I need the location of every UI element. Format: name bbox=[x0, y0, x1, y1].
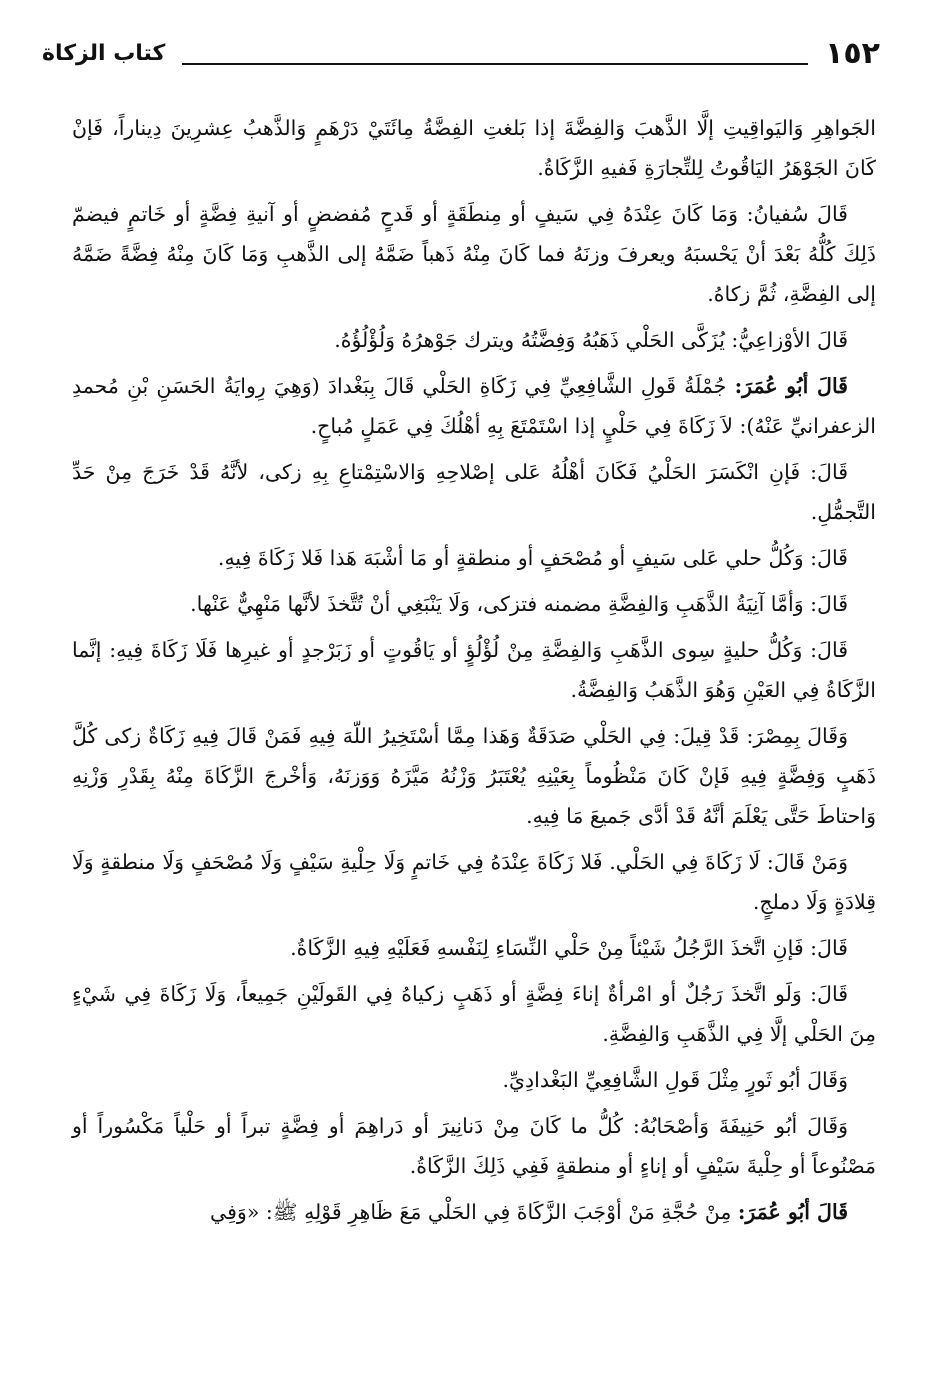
paragraph bbox=[72, 630, 876, 710]
header-rule bbox=[182, 63, 808, 65]
paragraph bbox=[72, 842, 876, 922]
paragraph bbox=[72, 194, 876, 314]
speaker-label: قَالَ أبُو عُمَرَ: bbox=[734, 374, 848, 398]
paragraph-text: وَمَنْ قَالَ: لَا زَكَاةَ فِي الحَلْي. فَلا زَكَاةَ عِنْدَهُ فِي خَاتمٍ وَلَا حِلْيةِ سَيْفٍ وَلَا مُصْحَفٍ وَلَا منطقةٍ وَلَا قِلادَةٍ وَلَا دملجٍ. bbox=[72, 850, 876, 914]
paragraph bbox=[72, 108, 876, 188]
paragraph bbox=[72, 1106, 876, 1186]
paragraph-text: قَالَ: فَإنِ انْكَسَرَ الحَلْيُ فَكَانَ أهْلُهُ عَلى إصْلاحِهِ وَالاسْتِمْتاعِ بِهِ زكى، لأنَّهُ قَدْ خَرَجَ مِنْ حَدِّ التَّجمُّلِ. bbox=[72, 460, 876, 524]
paragraph-text: قَالَ: وَكُلُّ حليةٍ سِوى الذَّهَبِ وَالفِضَّةِ مِنْ لُؤْلُؤٍ أو يَاقُوتٍ أو زَبَرْجدٍ أو غيرِها فَلَا زَكَاةَ فِيهِ: إنَّما الزَّكَاةُ فِي العَيْنِ وَهُوَ الذَّهَبُ وَالفِضَّةُ. bbox=[72, 638, 876, 702]
paragraph-text: قَالَ: وَكُلُّ حلي عَلى سَيفٍ أو مُصْحَفٍ أو منطقةٍ أو مَا أشْبَهَ هَذا فَلا زَكَاةَ فِيهِ. bbox=[217, 546, 848, 570]
paragraph-text: قَالَ: وَأمَّا آنِيَةُ الذَّهَبِ وَالفِضَّةِ مضمنه فتزكى، وَلَا يَنْبَغِي أنْ تُتَّخذَ لأنَّها مَنْهِيٌّ عَنْها. bbox=[190, 592, 848, 616]
paragraph bbox=[72, 452, 876, 532]
paragraph bbox=[72, 584, 876, 624]
paragraph bbox=[72, 716, 876, 836]
paragraph bbox=[72, 1060, 876, 1100]
page-number: ١٥٢ bbox=[825, 36, 880, 71]
paragraph bbox=[72, 1192, 876, 1232]
page-header bbox=[42, 34, 880, 74]
paragraph-text: قَالَ سُفيانُ: وَمَا كَانَ عِنْدَهُ فِي سَيفٍ أو مِنطَقَةٍ أو قَدحٍ مُفضضٍ أو آنيةِ فِضَّةٍ أو خَاتمٍ فيضمّ ذَلِكَ كُلُّهُ بَعْدَ أنْ يَحْسبَهُ ويعرفَ وزنَهُ فما كَانَ مِنْهُ ذَهباً ضَمَّهُ إلى الذَّهبِ وَمَا كَانَ مِنْهُ فِضَّةً ضَمَّهُ إلى الفِضَّةِ، ثُمَّ زكاهُ. bbox=[72, 202, 876, 306]
paragraph-text: وَقَالَ أبُو حَنِيفَةَ وَأصْحَابُهُ: كُلُّ ما كَانَ مِنْ دَنانِيرَ أو دَراهِمَ أو فِضَّةٍ تبراً أو حَلْياً مَكْسُوراً أو مَصْنُوعاً أو حِلْيةَ سَيْفٍ أو إناءٍ أو منطقةٍ فَفِي ذَلِكَ الزَّكَاةُ. bbox=[72, 1114, 876, 1178]
paragraph-text: جُمْلَةُ قَولِ الشَّافِعِيِّ فِي زَكَاةِ الحَلْي قَالَ بِبَغْدادَ (وَهِيَ رِوايَةُ الحَسَنِ بْنِ مُحمدِ الزعفرانيِّ عَنْهُ): لاَ زَكَاةَ فِي حَلْيٍ إذا اسْتَمْتَعَ بِهِ أهْلُكَ فِي عَمَلٍ مُباحٍ. bbox=[72, 374, 876, 438]
paragraph-text: وَقَالَ أبُو ثَورٍ مِثْلَ قَولِ الشَّافِعِيِّ البَغْدادِيِّ. bbox=[502, 1068, 848, 1092]
paragraph-text: قَالَ: وَلَو اتَّخذَ رَجُلٌ أو امْرأةٌ إناءَ فِضَّةٍ أو ذَهَبٍ زكياهُ فِي القَولَيْنِ جَمِيعاً، وَلَا زَكَاةَ فِي شَيْءٍ مِنَ الحَلْي إلَّا فِي الذَّهَبِ وَالفِضَّةِ. bbox=[72, 982, 876, 1046]
paragraph bbox=[72, 974, 876, 1054]
paragraph bbox=[72, 928, 876, 968]
paragraph-text: وَقَالَ بِمِصْرَ: قَدْ قِيلَ: فِي الحَلْي صَدَقَةٌ وَهَذا مِمَّا أسْتَخِيرُ اللّهَ فِيهِ فَمَنْ قَالَ فِيهِ زَكَاةٌ زكى كُلَّ ذَهَبٍ وَفِضَّةٍ فِيهِ فَإنْ كَانَ مَنْظُوماً بِعَيْنِهِ يُعْتَبَرُ وَزْنُهُ مَيَّزَهُ وَوَزنَهُ، وَأخْرجَ الزَّكَاةَ مِنْهُ بِقَدْرِ وَزْنِهِ وَاحتاطَ حَتَّى يَعْلَمَ أنَّهُ قَدْ أدَّى جَميعَ مَا فِيهِ. bbox=[72, 724, 876, 828]
paragraph-text: قَالَ الأوْزاعِيُّ: يُزَكَّى الحَلْي ذَهَبُهُ وَفِضَّتُهُ ويترك جَوْهرُهُ وَلُؤْلُؤُهُ. bbox=[334, 328, 848, 352]
speaker-label: قَالَ أبُو عُمَرَ: bbox=[737, 1200, 848, 1224]
main-text bbox=[72, 108, 876, 1238]
paragraph-text: قَالَ: فَإنِ اتَّخذَ الرَّجُلُ شَيْئاً مِنْ حَلْي النِّسَاءِ لِنَفْسهِ فَعَلَيْهِ فِيهِ الزَّكَاةُ. bbox=[290, 936, 848, 960]
paragraph bbox=[72, 538, 876, 578]
paragraph-text: مِنْ حُجَّةِ مَنْ أوْجَبَ الزَّكَاةَ فِي الحَلْي مَعَ ظَاهِرِ قَوْلِهِ ﷺ: «وَفِي bbox=[210, 1200, 738, 1224]
running-title: كتاب الزكاة bbox=[42, 41, 166, 66]
paragraph bbox=[72, 320, 876, 360]
paragraph-text: الجَواهِرِ وَاليَواقِيتِ إلَّا الذَّهبَ وَالفِضَّةَ إذا بَلغتِ الفِضَّةُ مِائَتَيْ دَرْهَمٍ وَالذَّهبُ عِشرِينَ دِيناراً، فَإنْ كَانَ الجَوْهَرُ اليَاقُوتُ لِلتِّجارَةِ فَفيهِ الزَّكَاةُ. bbox=[72, 116, 876, 180]
paragraph bbox=[72, 366, 876, 446]
